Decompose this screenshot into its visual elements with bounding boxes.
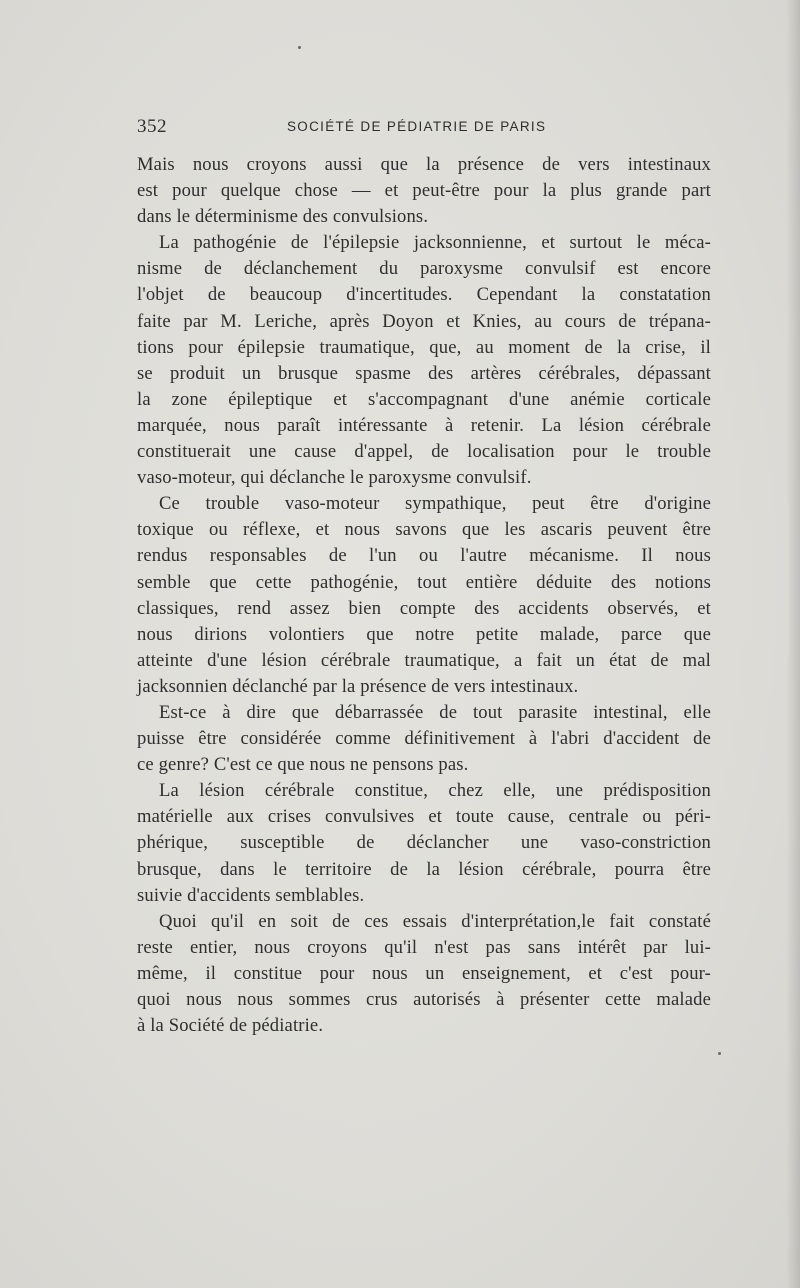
text-line: suivie d'accidents semblables. (137, 884, 365, 906)
text-line: Quoi qu'il en soit de ces essais d'interprétation,le fait constaté (159, 910, 711, 932)
text-line: La lésion cérébrale constitue, chez elle, une prédisposition (159, 780, 711, 802)
text-line: jacksonnien déclanché par la présence de vers intestinaux. (137, 675, 579, 697)
text-line: classiques, rend assez bien compte des accidents observés, et (137, 597, 711, 619)
text-line: toxique ou réflexe, et nous savons que les ascaris peuvent être (137, 519, 711, 541)
body-text (137, 152, 711, 1039)
text-line: faite par M. Leriche, après Doyon et Knies, au cours de trépana- (137, 310, 711, 332)
text-line: se produit un brusque spasme des artères cérébrales, dépassant (137, 362, 711, 384)
ink-speck (298, 46, 301, 49)
text-line: La pathogénie de l'épilepsie jacksonnienne, et surtout le méca- (159, 232, 711, 254)
text-line: même, il constitue pour nous un enseignement, et c'est pour- (137, 962, 711, 984)
text-line: phérique, susceptible de déclancher une vaso-constriction (137, 832, 711, 854)
text-line: vaso-moteur, qui déclanche le paroxysme convulsif. (137, 467, 532, 489)
text-line: Ce trouble vaso-moteur sympathique, peut être d'origine (159, 493, 711, 515)
text-line: constituerait une cause d'appel, de localisation pour le trouble (137, 441, 711, 463)
page-number: 352 (137, 116, 167, 137)
text-line: tions pour épilepsie traumatique, que, au moment de la crise, il (137, 336, 711, 358)
ink-speck (718, 1052, 721, 1055)
text-line: brusque, dans le territoire de la lésion cérébrale, pourra être (137, 858, 711, 880)
text-line: quoi nous nous sommes crus autorisés à présenter cette malade (137, 989, 711, 1010)
text-line: l'objet de beaucoup d'incertitudes. Cependant la constatation (137, 284, 711, 306)
running-title: SOCIÉTÉ DE PÉDIATRIE DE PARIS (287, 119, 547, 134)
text-line: nisme de déclanchement du paroxysme convulsif est encore (137, 258, 711, 280)
text-line: semble que cette pathogénie, tout entière déduite des notions (137, 571, 711, 593)
text-line: est pour quelque chose — et peut-être pour la plus grande part (137, 180, 711, 202)
text-line: puisse être considérée comme définitivement à l'abri d'accident de (137, 728, 711, 750)
text-line: reste entier, nous croyons qu'il n'est pas sans intérêt par lui- (137, 936, 711, 958)
text-line: dans le déterminisme des convulsions. (137, 206, 429, 228)
text-line: à la Société de pédiatrie. (137, 1015, 324, 1037)
text-line: atteinte d'une lésion cérébrale traumatique, a fait un état de mal (137, 649, 711, 671)
text-line: rendus responsables de l'un ou l'autre mécanisme. Il nous (137, 545, 711, 567)
text-line: marquée, nous paraît intéressante à retenir. La lésion cérébrale (137, 414, 711, 436)
text-line: matérielle aux crises convulsives et toute cause, centrale ou péri- (137, 806, 711, 828)
text-line: Mais nous croyons aussi que la présence de vers intestinaux (137, 154, 711, 175)
text-line: Est-ce à dire que débarrassée de tout parasite intestinal, elle (159, 701, 711, 723)
text-line: ce genre? C'est ce que nous ne pensons pas. (137, 754, 469, 776)
text-line: la zone épileptique et s'accompagnant d'une anémie corticale (137, 388, 711, 410)
page-header (137, 116, 711, 138)
text-line: nous dirions volontiers que notre petite malade, parce que (137, 623, 711, 645)
